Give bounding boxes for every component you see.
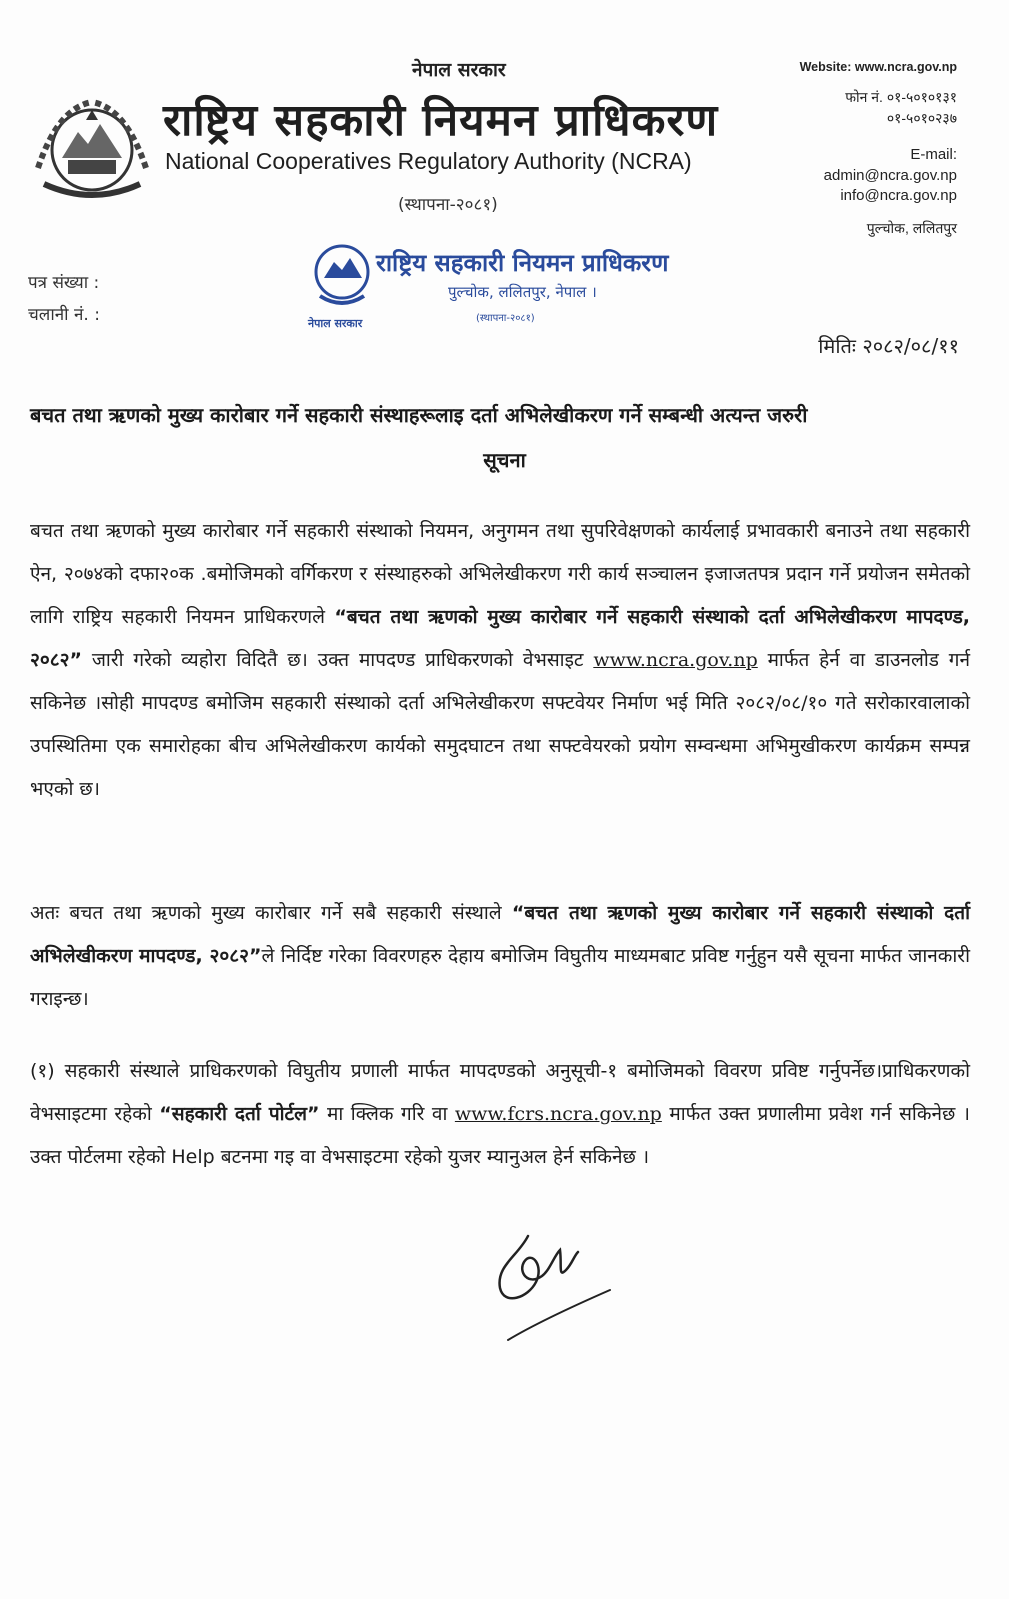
paragraph-2	[30, 892, 970, 1021]
official-stamp	[300, 228, 669, 338]
paragraph-3-text-a: (१) सहकारी संस्थाले प्राधिकरणको विघुतीय प्रणाली मार्फत मापदण्डको अनुसूची-१ बमोजिमको विवरण प्रविष्ट गर्नुपर्नेछ।प्राधिकरणको वेभसाइटमा रहेको	[30, 1060, 970, 1125]
paragraph-3-text-c: मार्फत उक्त प्रणालीमा प्रवेश गर्न सकिनेछ ।उक्त पोर्टलमा रहेको Help बटनमा गइ वा वेभसाइटमा रहेको युजर म्यानुअल हेर्न सकिनेछ ।	[30, 1103, 970, 1168]
handwritten-signature	[488, 1226, 618, 1346]
established-year: (स्थापना-२०८१)	[398, 195, 498, 215]
organization-name-nepali: राष्ट्रिय सहकारी नियमन प्राधिकरण	[163, 95, 719, 146]
office-address: पुल्चोक, ललितपुर	[866, 220, 957, 236]
organization-name-english: National Cooperatives Regulatory Authority (NCRA)	[165, 148, 692, 174]
letter-number-label: पत्र संख्या :	[28, 273, 100, 293]
email-address-2: info@ncra.gov.np	[840, 187, 957, 204]
phone-number-1: फोन नं. ०१-५०१०१३१	[845, 89, 957, 105]
letter-date: मितिः २०८२/०८/११	[818, 334, 959, 358]
paragraph-1-text-b: जारी गरेको व्यहोरा विदितै छ। उक्त मापदण्ड प्राधिकरणको वेभसाइट	[82, 649, 594, 671]
government-heading: नेपाल सरकार	[412, 59, 506, 81]
website-text: Website: www.ncra.gov.np	[799, 60, 957, 74]
stamp-address: पुल्चोक, ललितपुर, नेपाल ।	[448, 283, 597, 301]
notice-title: सूचना	[483, 448, 526, 472]
stamp-title: राष्ट्रिय सहकारी नियमन प्राधिकरण	[376, 249, 669, 277]
standard-title-quote: “बचत तथा ऋणको मुख्य कारोबार गर्ने सहकारी संस्थाको दर्ता अभिलेखीकरण मापदण्ड, २०८२”	[30, 606, 971, 671]
email-label: E-mail:	[910, 146, 957, 163]
paragraph-3	[30, 1050, 970, 1179]
paragraph-1-text-a: बचत तथा ऋणको मुख्य कारोबार गर्ने सहकारी संस्थाको नियमन, अनुगमन तथा सुपरिवेक्षणको कार्यलाई प्रभावकारी बनाउने तथा सहकारी ऐन, २०७४को दफा२०क .बमोजिमको वर्गिकरण र संस्थाहरुको अभिलेखीकरण गरी कार्य सञ्चालन इजाजतपत्र प्रदान गर्ने प्रयोजन समेतको लागि राष्ट्रिय सहकारी नियमन प्राधिकरणले	[30, 520, 970, 628]
portal-name-quote: “सहकारी दर्ता पोर्टल”	[159, 1103, 320, 1125]
email-address-1: admin@ncra.gov.np	[823, 167, 957, 184]
stamp-government: नेपाल सरकार	[308, 317, 363, 330]
dispatch-number-label: चलानी नं. :	[28, 305, 100, 325]
nepal-emblem-logo	[28, 88, 156, 206]
paragraph-2-text-a: अतः बचत तथा ऋणको मुख्य कारोबार गर्ने सबै सहकारी संस्थाले	[30, 902, 512, 924]
fcrs-portal-link[interactable]: www.fcrs.ncra.gov.np	[454, 1103, 662, 1125]
ncra-website-link[interactable]: www.ncra.gov.np	[593, 649, 758, 671]
paragraph-3-text-b: मा क्लिक गरि वा	[319, 1103, 455, 1125]
phone-number-2: ०१-५०१०२३७	[886, 110, 957, 126]
paragraph-1	[30, 510, 970, 811]
paragraph-1-text-c: मार्फत हेर्न वा डाउनलोड गर्न सकिनेछ ।सोही मापदण्ड बमोजिम सहकारी संस्थाको दर्ता अभिलेखीकरण सफ्टवेयर निर्माण भई मिति २०८२/०८/१० गते सरोकारवालाको उपस्थितिमा एक समारोहका बीच अभिलेखीकरण कार्यको समुदघाटन तथा सफ्टवेयरको प्रयोग सम्वन्धमा अभिमुखीकरण कार्यक्रम सम्पन्न भएको छ।	[30, 649, 970, 800]
notice-subject: बचत तथा ऋणको मुख्य कारोबार गर्ने सहकारी संस्थाहरूलाइ दर्ता अभिलेखीकरण गर्ने सम्बन्धी अत्यन्त जरुरी	[30, 403, 808, 427]
stamp-established: (स्थापना-२०८१)	[476, 313, 535, 324]
paragraph-2-text-b: ले निर्दिष्ट गरेका विवरणहरु देहाय बमोजिम विघुतीय माध्यमबाट प्रविष्ट गर्नुहुन यसै सूचना मार्फत जानकारी गराइन्छ।	[30, 945, 970, 1010]
standard-title-quote-2: “बचत तथा ऋणको मुख्य कारोबार गर्ने सहकारी संस्थाको दर्ता अभिलेखीकरण मापदण्ड, २०८२”	[30, 902, 970, 967]
stamp-emblem-icon	[312, 236, 372, 314]
